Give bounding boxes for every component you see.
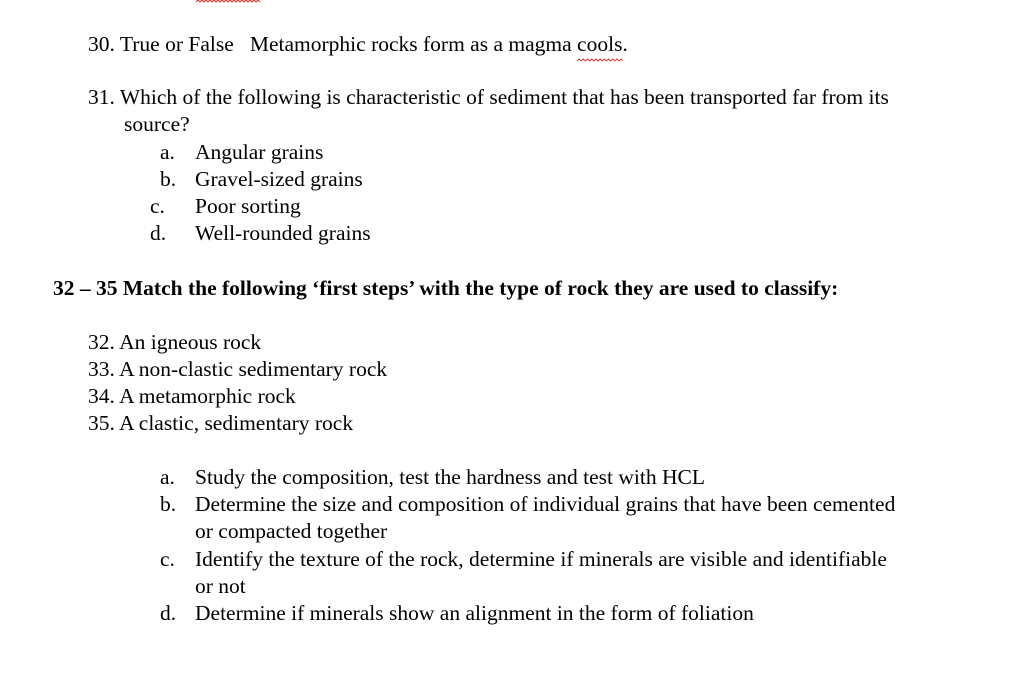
match-item-33: 33. A non-clastic sedimentary rock bbox=[88, 357, 388, 381]
question-31-line-1: 31. Which of the following is characteristic of sediment that has been transported far from its bbox=[88, 85, 889, 109]
option-text: Well-rounded grains bbox=[195, 221, 371, 245]
option-letter: c. bbox=[160, 547, 175, 571]
question-30-text: True or False Metamorphic rocks form as a magma cools . bbox=[120, 32, 628, 56]
question-30 bbox=[88, 31, 628, 58]
option-text: Gravel-sized grains bbox=[195, 167, 363, 191]
option-letter: d. bbox=[150, 221, 167, 245]
option-letter: b. bbox=[160, 167, 177, 191]
spellcheck-underline-fragment bbox=[196, 0, 260, 4]
option-text: Poor sorting bbox=[195, 194, 301, 218]
option-letter: b. bbox=[160, 492, 177, 516]
matching-heading: 32 – 35 Match the following ‘first steps’ with the type of rock they are used to classify: bbox=[53, 276, 839, 300]
option-text-line-2: or not bbox=[195, 574, 246, 598]
option-text: Determine if minerals show an alignment in the form of foliation bbox=[195, 601, 754, 625]
option-text-line-1: Identify the texture of the rock, determine if minerals are visible and identifiable bbox=[195, 547, 887, 571]
spellcheck-squiggle bbox=[577, 58, 622, 63]
option-text: Angular grains bbox=[195, 140, 324, 164]
question-31-line-2: source? bbox=[124, 112, 190, 136]
option-letter: c. bbox=[150, 194, 165, 218]
option-text-line-2: or compacted together bbox=[195, 519, 388, 543]
match-item-34: 34. A metamorphic rock bbox=[88, 384, 296, 408]
match-item-32: 32. An igneous rock bbox=[88, 330, 262, 354]
option-text-line-1: Determine the size and composition of individual grains that have been cemented bbox=[195, 492, 896, 516]
match-item-35: 35. A clastic, sedimentary rock bbox=[88, 411, 354, 435]
option-letter: a. bbox=[160, 465, 175, 489]
spellcheck-flagged-word[interactable]: cools bbox=[577, 31, 622, 58]
option-letter: a. bbox=[160, 140, 175, 164]
option-letter: d. bbox=[160, 601, 177, 625]
question-30-number: 30. bbox=[88, 32, 115, 56]
option-text: Study the composition, test the hardness and test with HCL bbox=[195, 465, 705, 489]
